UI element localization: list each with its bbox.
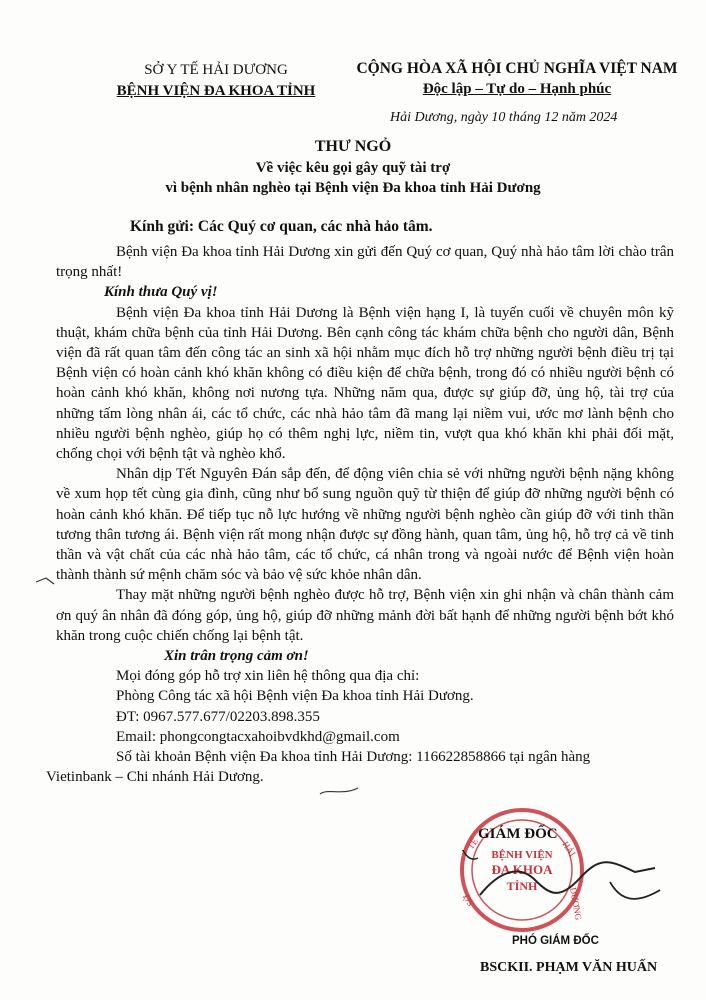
paragraph-tet-appeal: Nhân dịp Tết Nguyên Đán sắp đến, để động viên chia sẻ với những người bệnh nặng không về xum họp tết cùng gia đình, cũng như bổ sung nguồn quỹ từ thiện để giúp đỡ những người bệnh có hoàn cảnh khó khăn. Để tiếp tục nỗ lực hướng về những người bệnh nghèo cần giúp đỡ với tinh thần tương thân tương ái. Bệnh viện rất mong nhận được sự đồng hành, quan tâm, ủng hộ, hỗ trợ cả về tinh thần và vật chất của các nhà hảo tâm, các tổ chức, cá nhân trong và ngoài nước để Bệnh viện hoàn thành thành sứ mệnh chăm sóc và bảo vệ sức khỏe nhân dân. <box>56 466 674 584</box>
document-subject-line1: Về việc kêu gọi gây quỹ tài trợ <box>255 160 451 176</box>
signatory-title: GIÁM ĐỐC <box>478 826 558 842</box>
seal-text-2: ĐA KHOA <box>491 862 553 877</box>
national-header <box>352 58 682 100</box>
paragraph-gratitude: Thay mặt những người bệnh nghèo được hỗ trợ, Bệnh viện xin ghi nhận và chân thành cảm ơn quý ân nhân đã đóng góp, ủng hộ, giúp đỡ những mảnh đời bất hạnh để những người bệnh bớt khó khăn trong cuộc chiến chống lại bệnh tật. <box>56 587 674 644</box>
document-date: Hải Dương, ngày 10 tháng 12 năm 2024 <box>390 110 618 125</box>
letter-body <box>46 242 674 787</box>
svg-text:TẾ: TẾ <box>465 836 480 852</box>
bank-account-line2: Vietinbank – Chi nhánh Hải Dương. <box>46 769 264 786</box>
national-motto: Độc lập – Tự do – Hạnh phúc <box>422 81 612 97</box>
paragraph-hospital-intro: Bệnh viện Đa khoa tỉnh Hải Dương là Bệnh viện hạng I, là tuyến cuối về chuyên môn kỹ thuật, khám chữa bệnh của tỉnh Hải Dương. Bên cạnh công tác khám chữa bệnh cho người dân, Bệnh viện đã rất quan tâm đến công tác an sinh xã hội nhằm mục đích hỗ trợ những người bệnh điều trị tại Bệnh viện có hoàn cảnh khó khăn không có điều kiện để chữa bệnh, trong đó có nhiều người bệnh có hoàn cảnh khó khăn, không nơi nương tựa. Những năm qua, được sự giúp đỡ, ủng hộ, tài trợ của những tấm lòng nhân ái, các tổ chức, các nhà hảo tâm đã mang lại niềm vui, ước mơ lành bệnh cho nhiều người bệnh nghèo, giúp họ có thêm nghị lực, niềm tin, vượt qua khó khăn khi phải đối mặt, chống chọi với bệnh tật và nghèo khổ. <box>56 304 674 463</box>
svg-text:DƯƠNG: DƯƠNG <box>568 886 584 921</box>
svg-text:HẢI: HẢI <box>560 839 578 859</box>
issuing-organization <box>96 60 336 102</box>
contact-email: Email: phongcongtacxahoibvdkhd@gmail.com <box>116 728 400 745</box>
greeting: Kính thưa Quý vị! <box>104 284 218 301</box>
paragraph-greeting-intro: Bệnh viện Đa khoa tỉnh Hải Dương xin gửi đến Quý cơ quan, Quý nhà hảo tâm lời chào trân trọng nhất! <box>56 244 674 281</box>
salutation: Kính gửi: Các Quý cơ quan, các nhà hảo tâm. <box>130 218 433 235</box>
scan-mark <box>34 574 58 588</box>
contact-intro: Mọi đóng góp hỗ trợ xin liên hệ thông qua địa chỉ: <box>116 668 420 685</box>
nation-name: CỘNG HÒA XÃ HỘI CHỦ NGHĨA VIỆT NAM <box>356 60 678 77</box>
signatory-role: PHÓ GIÁM ĐỐC <box>512 935 599 947</box>
seal-text-3: TỈNH <box>506 879 538 893</box>
seal-text-1: BỆNH VIỆN <box>491 849 553 861</box>
signatory-name: BSCKII. PHẠM VĂN HUẤN <box>480 960 658 975</box>
contact-office: Phòng Công tác xã hội Bệnh viện Đa khoa tỉnh Hải Dương. <box>116 688 474 705</box>
document-subject-line2: vì bệnh nhân nghèo tại Bệnh viện Đa khoa tỉnh Hải Dương <box>165 180 541 196</box>
contact-phone: ĐT: 0967.577.677/02203.898.355 <box>116 708 320 725</box>
svg-text:SỞ: SỞ <box>461 893 476 908</box>
handwritten-signature <box>460 850 670 920</box>
pen-stroke-mark <box>318 784 362 798</box>
closing-thanks: Xin trân trọng cảm ơn! <box>164 648 309 665</box>
document-title: THƯ NGỎ <box>314 138 392 155</box>
org-parent: SỞ Y TẾ HẢI DƯƠNG <box>144 62 288 78</box>
org-name: BỆNH VIỆN ĐA KHOA TỈNH <box>116 83 316 99</box>
bank-account-line1: Số tài khoản Bệnh viện Đa khoa tỉnh Hải Dương: 116622858866 tại ngân hàng <box>116 749 591 766</box>
